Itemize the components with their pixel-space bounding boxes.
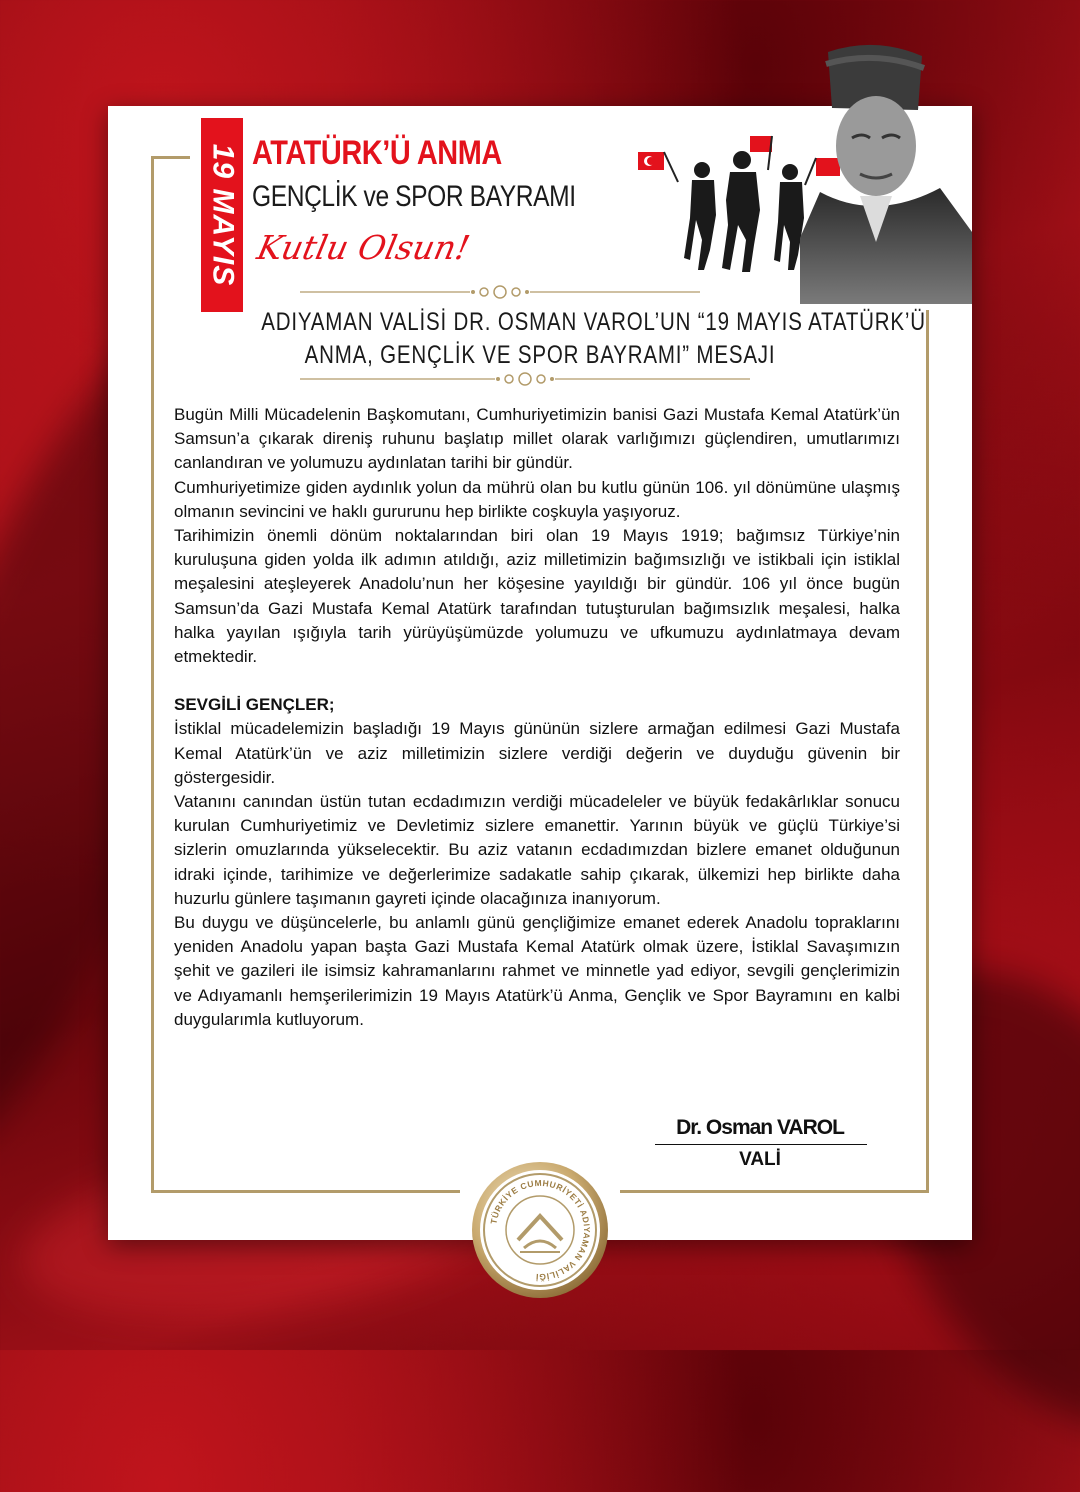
heading-line-1: ADIYAMAN VALİSİ DR. OSMAN VAROL’UN “19 MAYIS ATATÜRK’Ü — [261, 308, 926, 336]
signature-name: Dr. Osman VAROL — [676, 1116, 844, 1139]
signature-line — [655, 1144, 867, 1145]
ornament-divider-bottom — [300, 371, 750, 387]
ribbon-text: 19 MAYIS — [206, 143, 239, 287]
paragraph: Cumhuriyetimize giden aydınlık yolun da mührü olan bu kutlu günün 106. yıl dönümüne ulaşmış olmanın sevincini ve haklı gururunu hep birlikte coşkuyla yaşıyoruz. — [174, 477, 900, 521]
date-ribbon — [201, 118, 243, 312]
ornament-divider-top — [300, 284, 700, 300]
banner-title: ATATÜRK’Ü ANMA — [252, 134, 502, 172]
message-body — [174, 403, 900, 1032]
banner-subtitle: GENÇLİK ve SPOR BAYRAMI — [252, 180, 576, 213]
governorship-seal-logo — [470, 1160, 610, 1300]
paragraph: İstiklal mücadelemizin başladığı 19 Mayıs gününün sizlere armağan edilmesi Gazi Mustafa Kemal Atatürk’ün ve aziz milletimizin sizlere verdiği değerin ve duyduğu güvenin bir göstergesidir. — [174, 719, 900, 787]
banner-script: Kutlu Olsun! — [253, 228, 474, 267]
signature-title: VALİ — [739, 1149, 781, 1170]
paragraph: Bu duygu ve düşüncelerle, bu anlamlı günü gençliğimize emanet ederek Anadolu topraklarını yeniden Anadolu yapan başta Gazi Mustafa Kemal Atatürk olmak üzere, İstiklal Savaşımızın şehit ve gazileri ile isimsiz kahramanlarını rahmet ve minnetle yad ediyor, sevgili gençlerimizin ve Adıyamanlı hemşerilerimizin 19 Mayıs Atatürk’ü Anma, Gençlik ve Spor Bayramını en kalbi duygularımla kutluyorum. — [174, 913, 900, 1029]
ataturk-portrait — [800, 42, 972, 304]
heading-line-2: ANMA, GENÇLİK VE SPOR BAYRAMI” MESAJI — [304, 341, 776, 369]
paragraph: Bugün Milli Mücadelenin Başkomutanı, Cumhuriyetimizin banisi Gazi Mustafa Kemal Atatürk’ün Samsun’a çıkarak direniş ruhunu başlatıp millet olarak varlığımızı güçlendiren, umutlarımızı canlandıran ve yolumuzu aydınlatan tarihi bir gündür. — [174, 405, 900, 473]
subheading: SEVGİLİ GENÇLER; — [174, 695, 335, 715]
paragraph: Vatanını canından üstün tutan ecdadımızın verdiği mücadeleler ve büyük fedakârlıklar sonucu kurulan Cumhuriyetimiz ve Devletimiz sizlere emanettir. Yarının büyük ve güçlü Türkiye’si sizlerin omuzlarında yükselecektir. Bu aziz vatanın ecdadımızdan bizlere emanet olduğunun idraki içinde, tarihimize ve değerlerimize sadakatle sahip çıkarak, ülkemizi hep birlikte daha huzurlu günlere taşımanın gayreti içinde olacağınıza inanıyorum. — [174, 792, 900, 908]
svg-text:TÜRKİYE CUMHURİYETİ ADIYAMAN V: TÜRKİYE CUMHURİYETİ ADIYAMAN VALİLİĞİ — [488, 1177, 593, 1283]
paragraph: Tarihimizin önemli dönüm noktalarından biri olan 19 Mayıs 1919; bağımsız Türkiye’nin kuruluşuna giden yolda ilk adımın atıldığı, aziz milletimizin bağımsızlığı ve istikbali için istiklal meşalesini ateşleyerek Anadolu’nun her köşesine yayıldığı bir gündür. 106 yıl önce bugün Samsun’da Gazi Mustafa Kemal Atatürk tarafından tutuşturulan bağımsızlık meşalesi, halka halka yayılan ışığıyla tarih yürüyüşümüzde yolumuzu ve ufkumuzu aydınlatmaya devam etmektedir. — [174, 526, 900, 667]
